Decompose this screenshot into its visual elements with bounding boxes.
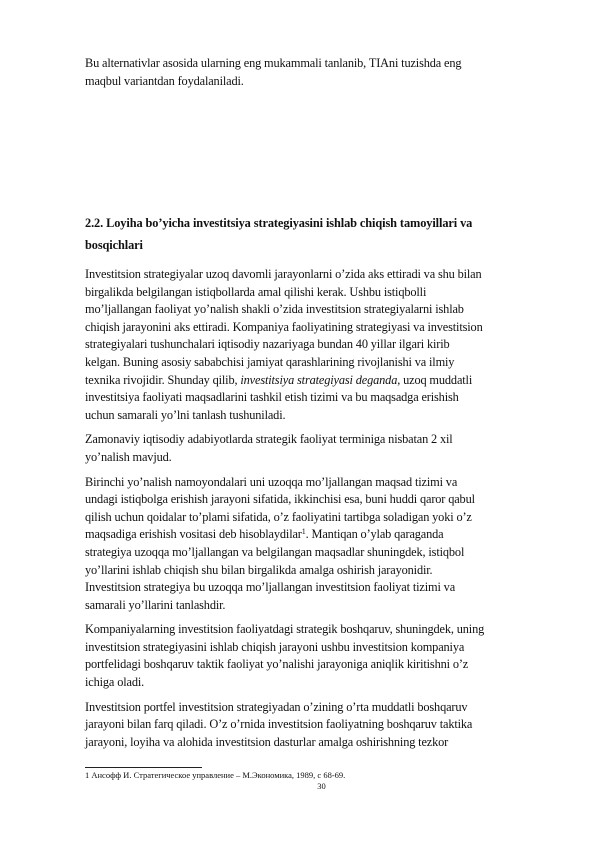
text-line: maqbul variantdan foydalaniladi. (85, 73, 244, 88)
text-line (85, 526, 484, 544)
text-line: Investitsion portfel investitsion strategiyadan o’zining o’rta muddatli boshqaruv (85, 699, 468, 714)
text-line: investitsion strategiyasini ishlab chiqish jarayoni ushbu investitsion kompaniya (85, 639, 465, 654)
paragraph-4 (85, 621, 484, 691)
text-line: ichiga oladi. (85, 675, 145, 690)
text-line: Kompaniyalarning investitsion faoliyatdagi strategik boshqaruv, shuningdek, uning (85, 622, 485, 637)
text-line: portfelidagi boshqaruv taktik faoliyat yo’nalishi jarayoniga aniqlik kiritishni o’z (85, 657, 469, 672)
text-line: birgalikda belgilangan istiqbollarda amal qilishi kerak. Ushbu istiqbolli (85, 284, 427, 299)
text-span: , uzoq muddatli (397, 372, 473, 387)
page-number: 30 (317, 781, 326, 791)
paragraph-1 (85, 266, 484, 424)
text-line: jarayoni, loyiha va alohida investitsion dasturlar amalga oshirishning tezkor (85, 734, 449, 749)
paragraph-5 (85, 699, 484, 752)
text-line: mo’ljallangan faoliyat yo’nalish shakli o’zida investitsion strategiyalarni ishlab (85, 302, 464, 317)
text-line: Bu alternativlar asosida ularning eng mukammali tanlanib, TIAni tuzishda eng (85, 56, 462, 70)
text-line: investitsiya faoliyati maqsadlarini tashkil etish tizimi va bu maqsadga erishish (85, 390, 459, 405)
text-line: uchun samarali yo’lni tanlash tushuniladi. (85, 407, 286, 422)
text-line: Investitsion strategiya bu uzoqqa mo’ljallangan investitsion faoliyat tizimi va (85, 580, 456, 595)
italic-term: investitsiya strategiyasi deganda (240, 372, 398, 387)
text-line: Zamonaviy iqtisodiy adabiyotlarda strategik faoliyat terminiga nisbatan 2 xil (85, 432, 453, 447)
text-line: kelgan. Buning asosiy sababchisi jamiyat qarashlarining rivojlanishi va ilmiy (85, 354, 455, 369)
text-span: texnika rivojidir. Shunday qilib, (85, 372, 241, 387)
text-line: qilish uchun qoidalar to’plami sifatida, o’z faoliyatini tartibga soladigan yoki o’z (85, 509, 472, 524)
text-line: chiqish jarayonini aks ettiradi. Kompaniya faoliyatining strategiyasi va investitsion (85, 319, 483, 334)
section-heading (85, 212, 472, 256)
text-line: Birinchi yo’nalish namoyondalari uni uzoqqa mo’ljallangan maqsad tizimi va (85, 474, 458, 489)
paragraph-3 (85, 474, 484, 615)
footnote-reference[interactable]: 1 (301, 527, 306, 537)
footnote-text: 1 Ансофф И. Стратегическое управление – М.Экономика, 1989, с 68-69. (85, 770, 346, 780)
paragraph-2 (85, 431, 484, 466)
heading-line: bosqichlari (85, 238, 143, 252)
text-line: strategiyalari tushunchalari iqtisodiy nazariyaga bundan 40 yillar ilgari kirib (85, 337, 450, 352)
text-line: Investitsion strategiyalar uzoq davomli jarayonlarni o’zida aks ettiradi va shu bilan (85, 267, 482, 281)
text-span: . Mantiqan o’ylab qaraganda (305, 527, 444, 542)
body-text (85, 266, 484, 758)
heading-line: 2.2. Loyiha bo’yicha investitsiya strategiyasini ishlab chiqish tamoyillari va (85, 216, 473, 230)
text-line (85, 372, 484, 390)
text-line: strategiya uzoqqa mo’ljallangan va belgilangan maqsadlar shuningdek, istiqbol (85, 544, 465, 559)
text-line: samarali yo’llarini tanlashdir. (85, 597, 226, 612)
text-line: undagi istiqbolga erishish jarayoni sifatida, ikkinchisi esa, buni huddi qaror qabul (85, 492, 475, 507)
text-line: jarayoni bilan farq qiladi. O’z o’rnida investitsion faoliyatning boshqaruv taktika (85, 717, 473, 732)
text-line: yo’nalish mavjud. (85, 449, 172, 464)
footnote-divider (85, 767, 202, 768)
text-span: maqsadiga erishish vositasi deb hisoblaydilar (85, 527, 302, 542)
intro-paragraph (85, 55, 461, 90)
text-line: yo’llarini ishlab chiqish shu bilan birgalikda amalga oshirish jarayonidir. (85, 562, 433, 577)
